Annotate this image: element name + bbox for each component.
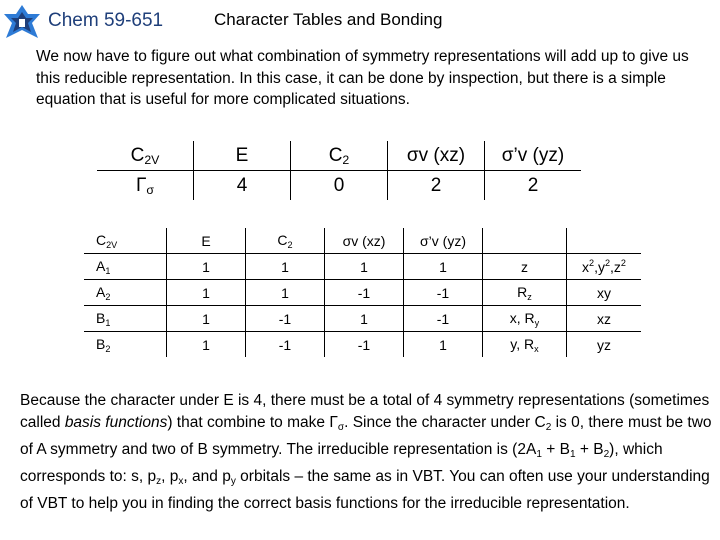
character-cell: -1 <box>325 280 404 306</box>
character-cell: 1 <box>246 280 325 306</box>
linear-function-cell: z <box>483 254 567 280</box>
operation-cell: E <box>194 141 291 171</box>
irrep-label-cell: $B_1$ <box>84 306 167 332</box>
character-cell: 1 <box>167 332 246 358</box>
character-cell: 1 <box>404 254 483 280</box>
quadratic-function-cell: $x^2,y^2,z^2$ <box>567 254 642 280</box>
header-cell <box>567 228 642 254</box>
operation-cell: $C_2$ <box>291 141 388 171</box>
character-cell: 0 <box>291 171 388 201</box>
university-logo-icon <box>2 4 42 42</box>
table-row <box>84 228 641 254</box>
point-group-cell: $C_{2V}$ <box>84 228 167 254</box>
operation-cell: σ’v (yz) <box>485 141 582 171</box>
character-cell: 1 <box>167 254 246 280</box>
intro-paragraph: We now have to figure out what combination of symmetry representations will add up to give us this reducible representation. In this case, it can be done by inspection, but there is a simple equation that is useful for more complicated situations. <box>36 48 689 108</box>
character-cell: 4 <box>194 171 291 201</box>
table-row <box>84 332 641 358</box>
character-cell: 1 <box>325 306 404 332</box>
character-cell: 1 <box>167 306 246 332</box>
character-cell: -1 <box>404 280 483 306</box>
irrep-label-cell: $A_1$ <box>84 254 167 280</box>
character-cell: -1 <box>325 332 404 358</box>
table-row <box>84 306 641 332</box>
character-cell: 2 <box>485 171 582 201</box>
emphasis-text: basis functions <box>64 414 168 431</box>
course-code: Chem 59-651 <box>48 10 164 31</box>
explanation-paragraph: Because the character under E is 4, there must be a total of 4 symmetry representations (sometimes called basis functions) that combine to make $\Gamma_\sigma$. Since the character under $C_2$ is 0, there must be two of A symmetry and two of B symmetry. The irreducible representation is $(2A_1 + B_1 + B_2)$, which corresponds to: s, $p_z$, $p_x$, and $p_y$ orbitals – the same as in VBT. You can often use your understanding of VBT to help you in finding the correct basis functions for the irreducible representation. <box>20 392 712 512</box>
irrep-label-cell: $B_2$ <box>84 332 167 358</box>
character-table <box>84 228 641 357</box>
character-cell: -1 <box>246 306 325 332</box>
character-cell: 1 <box>404 332 483 358</box>
character-cell: -1 <box>246 332 325 358</box>
gamma-label-cell: $\Gamma_\sigma$ <box>97 171 194 201</box>
operation-cell: σv (xz) <box>388 141 485 171</box>
reducible-representation-table <box>97 141 581 200</box>
header-cell: $C_2$ <box>246 228 325 254</box>
character-cell: 2 <box>388 171 485 201</box>
header-cell: E <box>167 228 246 254</box>
character-cell: 1 <box>246 254 325 280</box>
table-row <box>97 171 581 201</box>
header-cell: σv (xz) <box>325 228 404 254</box>
table-row <box>84 280 641 306</box>
linear-function-cell: x, $R_y$ <box>483 306 567 332</box>
point-group-cell: $C_{2V}$ <box>97 141 194 171</box>
linear-function-cell: y, $R_x$ <box>483 332 567 358</box>
quadratic-function-cell: xy <box>567 280 642 306</box>
quadratic-function-cell: xz <box>567 306 642 332</box>
linear-function-cell: $R_z$ <box>483 280 567 306</box>
table-row <box>84 254 641 280</box>
table-row <box>97 141 581 171</box>
character-cell: -1 <box>404 306 483 332</box>
header-cell: σ’v (yz) <box>404 228 483 254</box>
quadratic-function-cell: yz <box>567 332 642 358</box>
character-cell: 1 <box>325 254 404 280</box>
character-cell: 1 <box>167 280 246 306</box>
irrep-label-cell: $A_2$ <box>84 280 167 306</box>
slide-title: Character Tables and Bonding <box>214 10 443 29</box>
header-cell <box>483 228 567 254</box>
